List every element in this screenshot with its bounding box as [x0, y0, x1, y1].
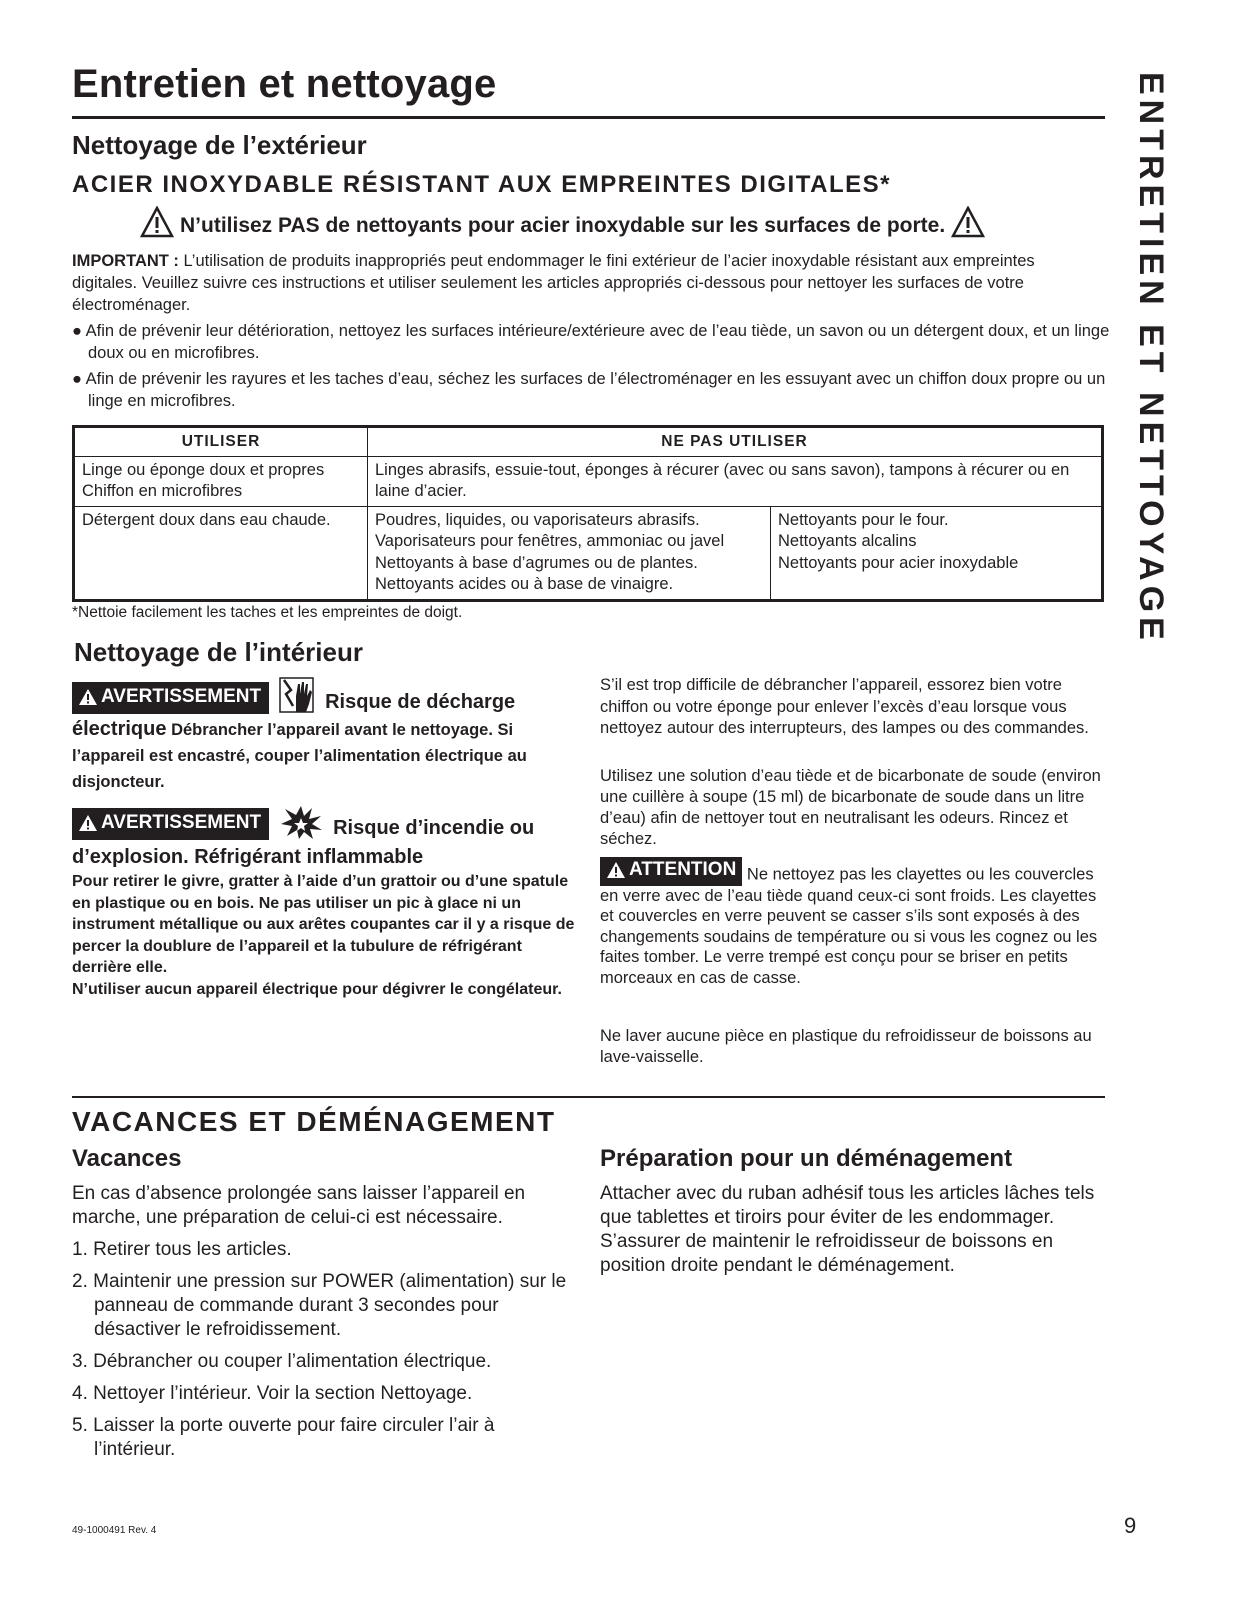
fire-warning-title-cont: d’explosion. Réfrigérant inflammable [72, 846, 424, 868]
cell-line: Vaporisateurs pour fenêtres, ammoniac ou javel [375, 532, 725, 550]
table-cell [771, 506, 1103, 600]
warning-triangle-icon [78, 814, 98, 832]
moving-text: Attacher avec du ruban adhésif tous les articles lâches tels que tablettes et tiroirs pour éviter de les endommager. S’assurer de maintenir le refroidisseur de boissons en position droite pendant le déménagement. [600, 1183, 1095, 1276]
vacation-intro: En cas d’absence prolongée sans laisser l’appareil en marche, une préparation de celui-ci est nécessaire. [72, 1183, 526, 1228]
fire-warning-text: N’utiliser aucun appareil électrique pour dégivrer le congélateur. [72, 980, 562, 998]
attention-block [600, 857, 1105, 988]
shock-warning-text: Débrancher l’appareil avant le nettoyage. Si l’appareil est encastré, couper l’alimentation électrique au disjoncteur. [72, 721, 527, 791]
table-cell [74, 456, 368, 506]
right-paragraph: Ne laver aucune pièce en plastique du refroidisseur de boissons au lave-vaisselle. [600, 1027, 1092, 1066]
important-text: L’utilisation de produits inappropriés peut endommager le fini extérieur de l’acier inoxydable résistant aux empreintes digitales. Veuillez suivre ces instructions et utiliser seulement les articles appropriés ci-dessous pour nettoyer les surfaces de votre électroménager. [72, 252, 1035, 314]
list-item: 4. Nettoyer l’intérieur. Voir la section Nettoyage. [72, 1383, 473, 1404]
cell-line: Nettoyants alcalins [778, 532, 917, 550]
warning-triangle-icon [140, 206, 174, 238]
cleaning-products-table [72, 425, 1104, 602]
right-paragraph: Utilisez une solution d’eau tiède et de bicarbonate de soude (environ une cuillère à soupe (15 ml) de bicarbonate de soude dans un litre d’eau) afin de nettoyer tout en neutralisant les odeurs. Rincez et séchez. [600, 767, 1101, 848]
table-cell: Détergent doux dans eau chaude. [74, 506, 368, 600]
vacation-steps [72, 1238, 577, 1470]
warning-badge [72, 682, 269, 714]
table-row [74, 506, 1103, 600]
table-header-row [74, 427, 1103, 457]
door-cleaner-warning-text: N’utilisez PAS de nettoyants pour acier inoxydable sur les surfaces de porte. [180, 214, 946, 237]
attention-badge-label: ATTENTION [629, 859, 737, 880]
cell-line: Linge ou éponge doux et propres [82, 460, 325, 479]
cleaning-bullet: ● Afin de prévenir leur détérioration, nettoyez les surfaces intérieure/extérieure avec de l’eau tiède, un savon ou un détergent doux, et un linge doux ou en microfibres. [72, 322, 1110, 362]
column-header-use: UTILISER [74, 427, 368, 457]
door-cleaner-warning [140, 206, 1040, 238]
cleaning-bullet: ● Afin de prévenir les rayures et les taches d’eau, séchez les surfaces de l’électroménager en les essuyant avec un chiffon doux propre ou un linge en microfibres. [72, 370, 1106, 410]
list-item: 1. Retirer tous les articles. [72, 1239, 292, 1260]
document-number: 49-1000491 Rev. 4 [72, 1525, 157, 1536]
electric-shock-hand-icon [279, 676, 315, 714]
table-row [74, 456, 1103, 506]
fire-warning-block [72, 804, 577, 1000]
list-item: 3. Débrancher ou couper l’alimentation électrique. [72, 1351, 492, 1372]
important-label: IMPORTANT : [72, 252, 179, 270]
side-title: ENTRETIEN ET NETTOYAGE [1132, 72, 1170, 645]
exterior-heading: Nettoyage de l’extérieur [72, 130, 367, 160]
vacation-heading: VACANCES ET DÉMÉNAGEMENT [72, 1106, 556, 1137]
table-cell: Linges abrasifs, essuie-tout, éponges à récurer (avec ou sans savon), tampons à récurer ou en laine d’acier. [368, 456, 1103, 506]
stainless-subheading: ACIER INOXYDABLE RÉSISTANT AUX EMPREINTES DIGITALES* [72, 171, 891, 198]
cell-line: Nettoyants pour acier inoxydable [778, 553, 1019, 572]
table-footnote: *Nettoie facilement les taches et les empreintes de doigt. [72, 604, 463, 621]
cell-line: Chiffon en microfibres [82, 482, 243, 500]
cell-line: Poudres, liquides, ou vaporisateurs abrasifs. [375, 510, 700, 529]
list-item: 2. Maintenir une pression sur POWER (alimentation) sur le panneau de commande durant 3 secondes pour désactiver le refroidissement. [72, 1271, 567, 1340]
interior-heading: Nettoyage de l’intérieur [74, 637, 363, 667]
warning-badge-label: AVERTISSEMENT [101, 812, 262, 833]
page-title: Entretien et nettoyage [72, 62, 497, 106]
shock-warning-title-cont: électrique [72, 718, 167, 740]
explosion-icon [279, 804, 323, 840]
warning-badge [72, 808, 269, 840]
column-header-dont-use: NE PAS UTILISER [368, 427, 1103, 457]
moving-subheading: Préparation pour un déménagement [600, 1145, 1013, 1172]
cell-line: Nettoyants acides ou à base de vinaigre. [375, 575, 674, 593]
attention-badge [600, 857, 742, 886]
cell-line: Nettoyants pour le four. [778, 510, 949, 529]
table-cell [368, 506, 771, 600]
warning-triangle-icon [78, 688, 98, 706]
attention-text: Ne nettoyez pas les clayettes ou les couvercles en verre avec de l’eau tiède quand ceux-ci sont froids. Les clayettes et couvercles en verre peuvent se casser s’ils sont exposés à des changements soudains de température ou si vous les cognez ou les faites tomber. Le verre trempé est conçu pour se briser en petits morceaux en cas de casse. [600, 865, 1098, 987]
fire-warning-text: Pour retirer le givre, gratter à l’aide d’un grattoir ou d’une spatule en plastique ou en bois. Ne pas utiliser un pic à glace ni un instrument métallique ou aux arêtes coupantes car il y a risque de percer la doublure de l’appareil et la tubulure de réfrigérant derrière elle. [72, 873, 575, 976]
important-paragraph [72, 250, 1097, 316]
title-rule [72, 116, 1105, 119]
warning-triangle-icon [951, 206, 985, 238]
warning-badge-label: AVERTISSEMENT [101, 686, 262, 707]
section-rule [72, 1096, 1105, 1098]
page-number: 9 [1124, 1513, 1137, 1538]
warning-triangle-icon [606, 861, 626, 879]
vacation-subheading: Vacances [72, 1145, 182, 1172]
shock-warning-block [72, 676, 577, 795]
shock-warning-title: Risque de décharge [325, 691, 516, 713]
list-item: 5. Laisser la porte ouverte pour faire circuler l’air à l’intérieur. [72, 1415, 495, 1460]
fire-warning-title: Risque d’incendie ou [333, 817, 535, 839]
right-paragraph: S’il est trop difficile de débrancher l’appareil, essorez bien votre chiffon ou votre éponge pour enlever l’excès d’eau lorsque vous nettoyez autour des interrupteurs, des lampes ou des commandes. [600, 676, 1089, 737]
cell-line: Nettoyants à base d’agrumes ou de plantes. [375, 553, 698, 572]
